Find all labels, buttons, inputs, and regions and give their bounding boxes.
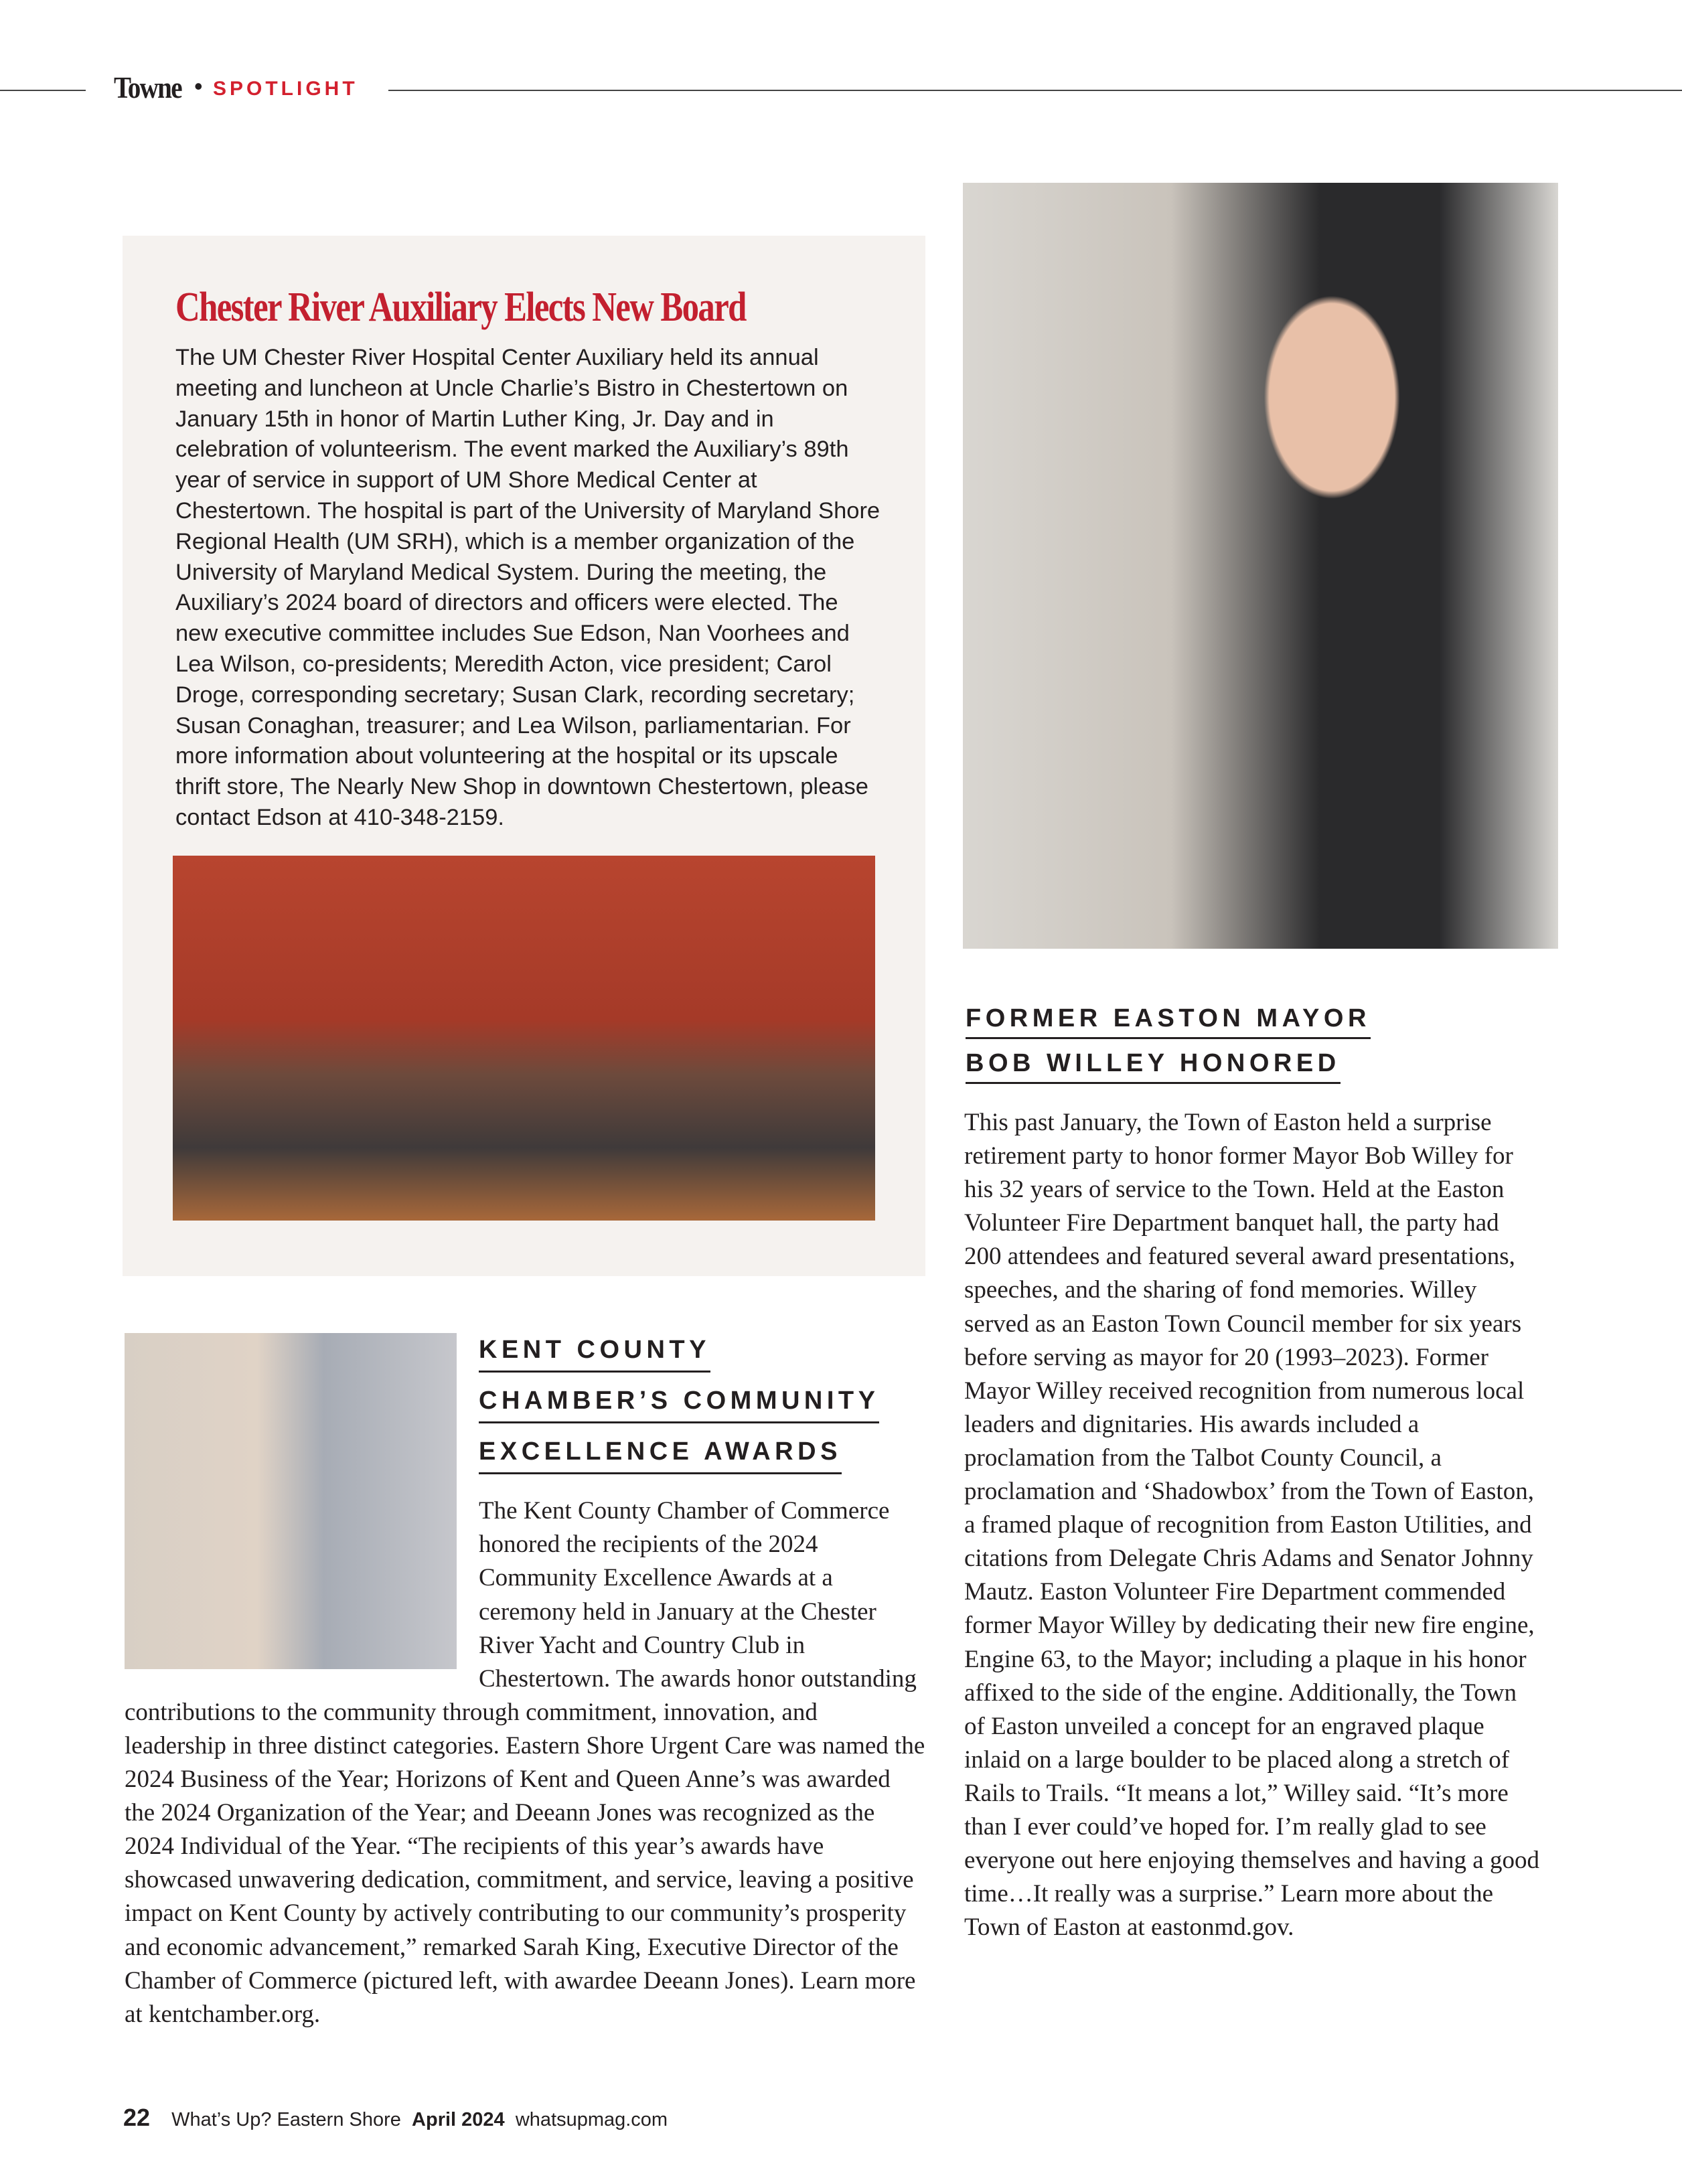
article-heading-line-3: EXCELLENCE AWARDS — [125, 1435, 925, 1474]
article-body: This past January, the Town of Easton held a surprise retirement party to honor former Mayor Bob Willey for his 32 years of service to the Town. Held at the Easton Volunteer Fire Department banquet hall, the party had 200 attendees and featured several award presentations, speeches, and the sharing of fond memories. Willey served as an Easton Town Council member for six years before serving as mayor for 20 (1993–2023). Former Mayor Willey received recognition from numerous local leaders and dignitaries. His awards included a proclamation from the Talbot County Council, a proclamation and ‘Shadowbox’ from the Town of Easton, a framed plaque of recognition from Easton Utilities, and citations from Delegate Chris Adams and Senator Johnny Mautz. Easton Volunteer Fire Department commended former Mayor Willey by dedicating their new fire engine, Engine 63, to the Mayor; including a plaque in his honor affixed to the side of the engine. Additionally, the Town of Easton unveiled a concept for an engraved plaque inlaid on a large boulder to be placed along a stretch of Rails to Trails. “It means a lot,” Willey said. “It’s more than I ever could’ve hoped for. I’m really glad to see everyone out here enjoying themselves and having a good time…It really was a surprise.” Learn more about the Town of Easton at eastonmd.gov. — [964, 1109, 1539, 1942]
website-link[interactable]: whatsupmag.com — [515, 2109, 668, 2130]
header-rule-left — [0, 90, 86, 91]
article-heading-line-1: KENT COUNTY — [125, 1333, 925, 1373]
group-photo — [173, 856, 875, 1221]
page-number: 22 — [123, 2104, 151, 2131]
article-body: The UM Chester River Hospital Center Auxiliary held its annual meeting and luncheon at Uncle Charlie’s Bistro in Chestertown on January 15th in honor of Martin Luther King, Jr. Day and in celebration of volunteerism. The event marked the Auxiliary’s 89th year of service in support of UM Shore Medical Center at Chestertown. The hospital is part of the University of Maryland Shore Regional Health (UM SRH), which is a member organization of the University of Maryland Medical System. During the meeting, the Auxiliary’s 2024 board of directors and officers were elected. The new executive committee includes Sue Edson, Nan Voorhees and Lea Wilson, co-presidents; Meredith Acton, vice president; Carol Droge, corresponding secretary; Susan Clark, recording secretary; Susan Conaghan, treasurer; and Lea Wilson, parliamentarian. For more information about volunteering at the hospital or its upscale thrift store, The Nearly New Shop in downtown Chestertown, please contact Edson at 410-348-2159. — [175, 345, 881, 830]
header-separator: • — [194, 72, 203, 100]
section-label: SPOTLIGHT — [213, 78, 358, 100]
article-body: The Kent County Chamber of Commerce honored the recipients of the 2024 Community Excellence Awards at a ceremony held in January at the Chester River Yacht and Country Club in Chestertown. The awards honor outstanding contributions to the community through commitment, innovation, and leadership in three distinct categories. Eastern Shore Urgent Care was named the 2024 Business of the Year; Horizons of Kent and Queen Anne’s was awarded the 2024 Organization of the Year; and Deeann Jones was recognized as the 2024 Individual of the Year. “The recipients of this year’s awards have showcased unwavering dedication, commitment, and service, leaving a positive impact on Kent County by actively contributing to our community’s prosperity and economic advancement,” remarked Sarah King, Executive Director of the Chamber of Commerce (pictured left, with awardee Deeann Jones). Learn more at kentchamber.org. — [125, 1497, 925, 2028]
article-title: Chester River Auxiliary Elects New Board — [175, 285, 746, 330]
article-heading-line-2: CHAMBER’S COMMUNITY — [125, 1384, 925, 1423]
issue-date: April 2024 — [412, 2109, 505, 2130]
mayor-photo — [963, 183, 1558, 949]
awards-photo — [125, 1333, 457, 1695]
kent-article — [125, 1333, 925, 2031]
article-heading-line-2: BOB WILLEY HONORED — [966, 1049, 1341, 1084]
publication-name: What’s Up? Eastern Shore — [171, 2109, 401, 2130]
article-heading-line-1: FORMER EASTON MAYOR — [966, 1004, 1371, 1039]
header-rule-right — [388, 90, 1682, 91]
footer — [123, 2104, 668, 2132]
section-brand: Towne — [114, 70, 181, 104]
